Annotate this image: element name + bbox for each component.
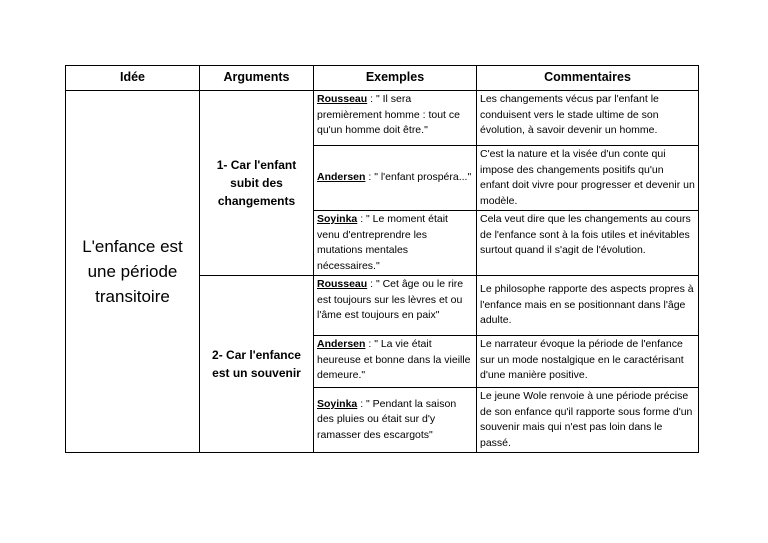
example-cell [314,276,477,336]
example-cell [314,146,477,211]
example-author: Soyinka [317,213,358,225]
example-quote: : " Pendant la saison des pluies ou était sur d'y ramasser des escargots" [317,397,457,441]
table-header-row [66,66,699,91]
argument-table [65,65,699,453]
example-quote: : " La vie était heureuse et bonne dans la vieille demeure." [317,338,471,381]
example-quote: : " Cet âge ou le rire est toujours sur les lèvres et ou l'âme est toujours en paix" [317,278,464,321]
example-quote: : " Il sera premièrement homme : tout ce qu'un homme doit être." [317,93,460,136]
example-cell [314,91,477,146]
comment-cell: Les changements vécus par l'enfant le conduisent vers le stade ultime de son évolution, à savoir devenir un homme. [477,91,699,146]
comment-cell: Cela veut dire que les changements au cours de l'enfance sont à la fois utiles et inévitables surtout quand il s'agit de l'évolution. [477,211,699,276]
comment-cell: C'est la nature et la visée d'un conte qui impose des changements positifs qu'un enfant doit vivre pour progresser et devenir un modèle. [477,146,699,211]
comment-cell: Le philosophe rapporte des aspects propres à l'enfance mais en se positionnant dans l'âge adulte. [477,276,699,336]
comment-cell: Le narrateur évoque la période de l'enfance sur un mode nostalgique en le caractérisant d'une manière positive. [477,336,699,388]
argument-cell-1: 1- Car l'enfant subit des changements [200,91,314,276]
example-quote: : " l'enfant prospéra..." [365,171,472,184]
example-author: Rousseau [317,93,368,105]
comment-cell: Le jeune Wole renvoie à une période précise de son enfance qu'il rapporte sous forme d'un souvenir mais qui n'est pas loin dans le passé. [477,388,699,453]
example-cell [314,388,477,453]
example-author: Andersen [317,171,366,184]
example-quote: : " Le moment était venu d'entreprendre les mutations mentales nécessaires." [317,213,448,272]
example-cell [314,336,477,388]
argument-cell-2: 2- Car l'enfance est un souvenir [200,276,314,453]
table-row [66,91,699,146]
header-exemples: Exemples [314,66,477,91]
header-idee: Idée [66,66,200,91]
example-cell [314,211,477,276]
example-author: Soyinka [317,397,358,410]
example-author: Rousseau [317,278,368,290]
header-commentaires: Commentaires [477,66,699,91]
header-arguments: Arguments [200,66,314,91]
example-author: Andersen [317,338,366,350]
idea-cell: L'enfance est une période transitoire [66,91,200,453]
